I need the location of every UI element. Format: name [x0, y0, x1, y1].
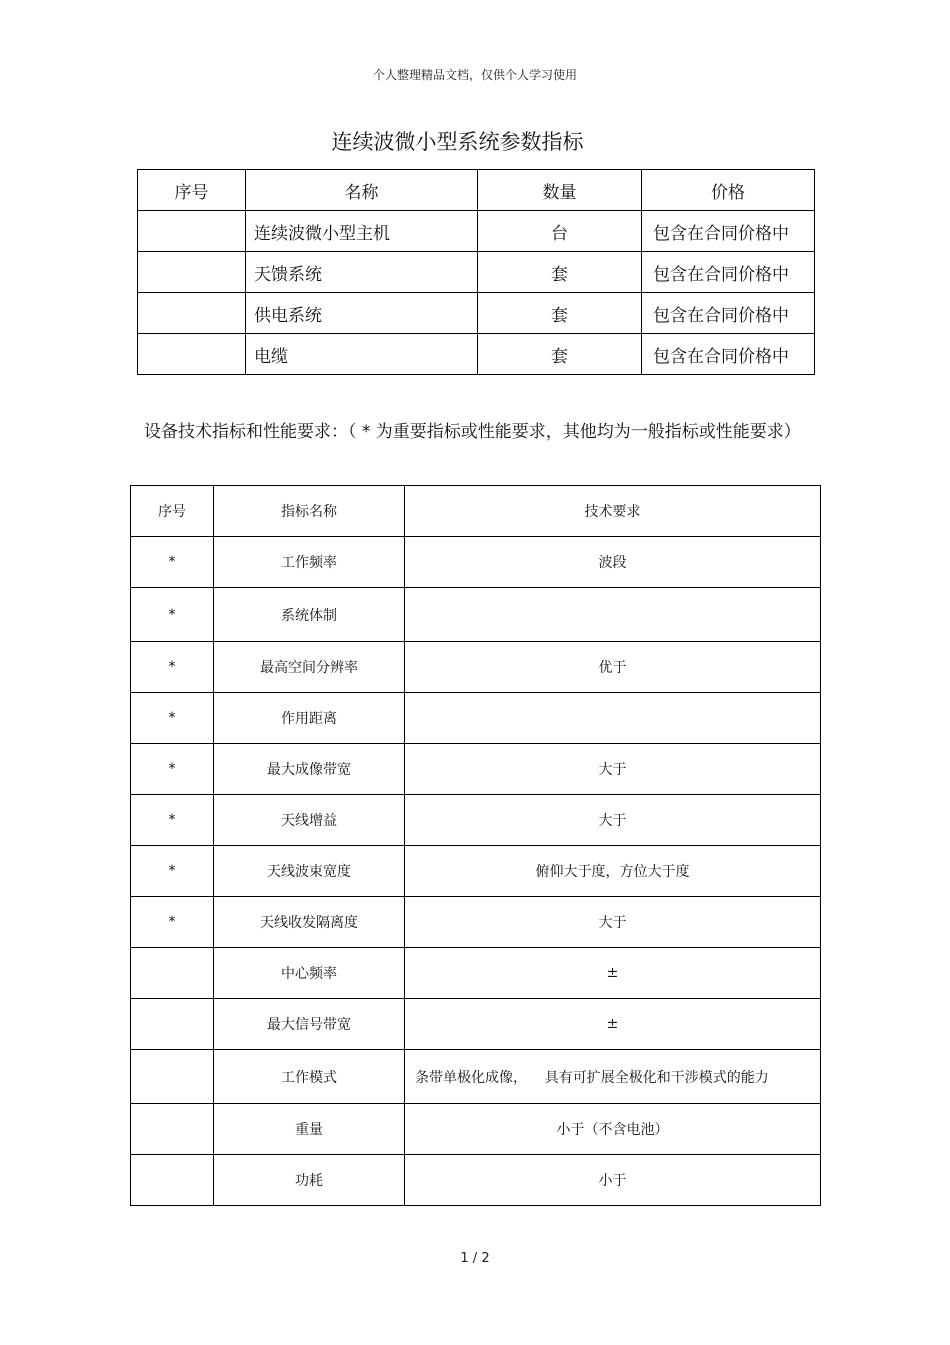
header-name: 名称: [246, 170, 478, 211]
row-qty: 套: [478, 293, 642, 334]
row-tech-requirement: [405, 693, 821, 744]
spec-requirements-table: [130, 485, 821, 1206]
table-row: [138, 211, 815, 252]
row-tech-requirement: 俯仰大于度，方位大于度: [405, 846, 821, 897]
page-number: 1 / 2: [460, 1251, 490, 1266]
row-no: *: [131, 693, 214, 744]
row-indicator-name: 重量: [214, 1104, 405, 1155]
row-no: *: [131, 846, 214, 897]
row-tech-requirement: 条带单极化成像， 具有可扩展全极化和干涉模式的能力: [405, 1050, 821, 1104]
row-qty: 套: [478, 334, 642, 375]
equipment-list-table: [137, 169, 815, 375]
row-no: *: [131, 795, 214, 846]
row-name: 电缆: [246, 334, 478, 375]
row-no: [131, 948, 214, 999]
row-tech-requirement: 波段: [405, 537, 821, 588]
table-row: [131, 588, 821, 642]
table-row: [131, 693, 821, 744]
document-title: 连续波微小型系统参数指标: [331, 130, 584, 154]
row-qty: 台: [478, 211, 642, 252]
row-tech-requirement: 大于: [405, 897, 821, 948]
row-no: [138, 334, 246, 375]
row-no: [131, 1050, 214, 1104]
row-name: 天馈系统: [246, 252, 478, 293]
requirements-intro: 设备技术指标和性能要求：（ * 为重要指标或性能要求，其他均为一般指标或性能要求）: [144, 422, 801, 442]
row-tech-requirement: 大于: [405, 744, 821, 795]
row-indicator-name: 工作模式: [214, 1050, 405, 1104]
row-indicator-name: 最大成像带宽: [214, 744, 405, 795]
row-tech-requirement: ±: [405, 999, 821, 1050]
header-qty: 数量: [478, 170, 642, 211]
row-no: *: [131, 642, 214, 693]
row-tech-requirement: [405, 588, 821, 642]
row-indicator-name: 最高空间分辨率: [214, 642, 405, 693]
row-no: [131, 999, 214, 1050]
table-row: [131, 948, 821, 999]
table-row: [131, 1155, 821, 1206]
row-tech-requirement: 小于（不含电池）: [405, 1104, 821, 1155]
row-price: 包含在合同价格中: [642, 293, 815, 334]
table-row: [138, 334, 815, 375]
header-no: 序号: [138, 170, 246, 211]
row-indicator-name: 工作频率: [214, 537, 405, 588]
row-tech-requirement: 大于: [405, 795, 821, 846]
row-no: *: [131, 537, 214, 588]
row-no: *: [131, 588, 214, 642]
table-row: [131, 795, 821, 846]
table-row: [131, 897, 821, 948]
table-row: [131, 846, 821, 897]
row-no: [138, 293, 246, 334]
row-tech-requirement: 小于: [405, 1155, 821, 1206]
header-price: 价格: [642, 170, 815, 211]
table-header-row: [138, 170, 815, 211]
row-price: 包含在合同价格中: [642, 211, 815, 252]
row-no: [138, 211, 246, 252]
row-no: [131, 1104, 214, 1155]
table-header-row: [131, 486, 821, 537]
row-indicator-name: 天线波束宽度: [214, 846, 405, 897]
row-tech-requirement: ±: [405, 948, 821, 999]
row-indicator-name: 系统体制: [214, 588, 405, 642]
row-indicator-name: 中心频率: [214, 948, 405, 999]
table-row: [138, 293, 815, 334]
row-name: 连续波微小型主机: [246, 211, 478, 252]
header-no: 序号: [131, 486, 214, 537]
row-price: 包含在合同价格中: [642, 252, 815, 293]
header-note: 个人整理精品文档，仅供个人学习使用: [372, 68, 577, 82]
table-row: [131, 537, 821, 588]
table-row: [131, 1104, 821, 1155]
table-row: [131, 642, 821, 693]
row-indicator-name: 功耗: [214, 1155, 405, 1206]
row-no: [131, 1155, 214, 1206]
row-no: *: [131, 744, 214, 795]
row-no: [138, 252, 246, 293]
row-indicator-name: 天线增益: [214, 795, 405, 846]
row-name: 供电系统: [246, 293, 478, 334]
table-row: [131, 1050, 821, 1104]
header-indicator-name: 指标名称: [214, 486, 405, 537]
table-row: [138, 252, 815, 293]
row-indicator-name: 天线收发隔离度: [214, 897, 405, 948]
row-tech-requirement: 优于: [405, 642, 821, 693]
row-indicator-name: 作用距离: [214, 693, 405, 744]
table-row: [131, 999, 821, 1050]
row-indicator-name: 最大信号带宽: [214, 999, 405, 1050]
row-no: *: [131, 897, 214, 948]
table-row: [131, 744, 821, 795]
row-price: 包含在合同价格中: [642, 334, 815, 375]
header-tech-requirement: 技术要求: [405, 486, 821, 537]
row-qty: 套: [478, 252, 642, 293]
